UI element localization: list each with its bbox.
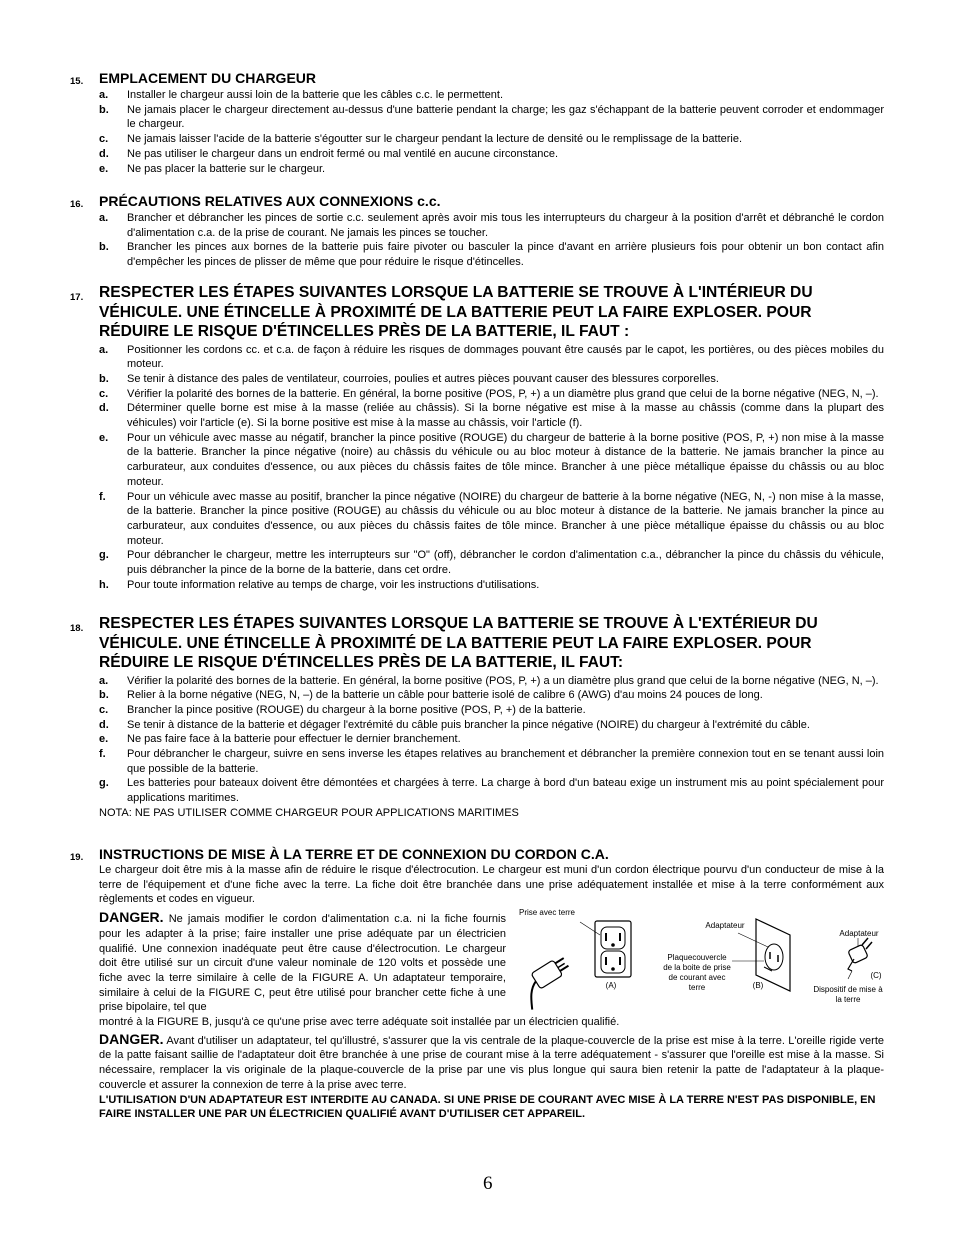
section-19-heading	[70, 846, 884, 863]
list-item	[70, 343, 884, 372]
list-item	[70, 88, 884, 103]
danger-2-text: Avant d'utiliser un adaptateur, tel qu'illustré, s'assurer que la vis centrale de la plaque-couvercle de la prise est mise à la terre. L'oreille rigide verte de la patte faisant saillie de l'adaptateur doit être branchée à une prise de courant mise à la terre adéquatement - s'assurer que l'oreille est mise à la masse. Si nécessaire, remplacer la vis originale de la plaque-couvercle de la prise par une vis plus longue qui saura bien retenir la patte de l'adaptateur à la plaque-couvercle et assurer la connexion de terre à la prise avec terre.	[99, 1034, 884, 1091]
item-text: Ne pas utiliser le chargeur dans un endroit fermé ou mal ventilé en aucune circonstance.	[127, 147, 559, 160]
item-list	[70, 211, 884, 270]
list-item	[70, 747, 884, 776]
item-text: Positionner les cordons cc. et c.a. de façon à réduire les risques de dommages pouvant être causés par le capot, les portières, ou des pièces mobiles du moteur.	[127, 343, 884, 371]
item-text: Pour un véhicule avec masse au positif, brancher la pince négative (NOIRE) du chargeur de batterie à la borne négative (NEG, N, -) non mise à la masse, de la batterie. Brancher la pince positive (ROUGE) au châssis du véhicule ou au bloc moteur à distance de la batterie. Ne jamais brancher la pince au carburateur, aux conduites d'essence, ou aux pièces du châssis faites de tôle mince. Brancher à une pièce métallique épaisse du châssis ou au bloc moteur.	[127, 490, 884, 547]
item-text: Pour débrancher le chargeur, mettre les interrupteurs sur "O" (off), débrancher le cordon d'alimentation c.a., débrancher la pince du châssis du véhicule, puis débrancher la pince de la borne de la batterie, dans cet ordre.	[127, 549, 884, 577]
section-16-heading	[70, 193, 884, 210]
item-text: Ne pas faire face à la batterie pour effectuer le dernier branchement.	[127, 733, 461, 746]
item-text: Pour débrancher le chargeur, suivre en sens inverse les étapes relatives au branchement et débrancher la première connexion tout en se tenant aussi loin que possible de la batterie.	[127, 748, 884, 775]
label-figure-c: (C)	[870, 971, 882, 980]
item-label: g.	[99, 777, 109, 790]
item-text: Ne jamais placer le chargeur directement au-dessus d'une batterie pendant la charge; les gaz s'échappant de la batterie peuvent corroder et endommager le chargeur.	[127, 103, 884, 131]
list-item	[70, 431, 884, 490]
item-label: g.	[99, 549, 109, 562]
danger-label: DANGER.	[99, 909, 164, 926]
item-text: Installer le chargeur aussi loin de la batterie que les câbles c.c. le permettent.	[127, 89, 504, 101]
label-adaptateur-c: Adaptateur	[839, 929, 879, 938]
item-list	[70, 674, 884, 806]
item-label: f.	[99, 748, 106, 761]
item-label: e.	[99, 733, 109, 746]
item-label: d.	[99, 147, 109, 160]
section-15	[70, 70, 884, 176]
list-item	[70, 548, 884, 577]
section-title: RESPECTER LES ÉTAPES SUIVANTES LORSQUE LA BATTERIE SE TROUVE À L'EXTÉRIEUR DU VÉHICULE. UNE ÉTINCELLE À PROXIMITÉ DE LA BATTERIE PEUT LA FAIRE EXPLOSER. POUR RÉDUIRE LE RISQUE D'ÉTINCELLES PRÈS DE LA BATTERIE, IL FAUT:	[99, 615, 818, 671]
item-list	[70, 88, 884, 176]
item-label: f.	[99, 490, 106, 503]
item-label: b.	[99, 689, 109, 702]
section-title: EMPLACEMENT DU CHARGEUR	[99, 70, 316, 86]
item-text: Relier à la borne négative (NEG, N, –) de la batterie un câble pour batterie isolé de calibre 6 (AWG) d'au moins 24 pouces de long.	[127, 689, 763, 702]
list-item	[70, 732, 884, 747]
label-dispositif-terre: Dispositif de mise à la terre	[813, 985, 883, 1004]
label-figure-b: (B)	[752, 981, 764, 990]
item-label: a.	[99, 674, 109, 687]
item-label: b.	[99, 241, 109, 254]
item-label: b.	[99, 103, 109, 116]
item-text: Brancher et débrancher les pinces de sortie c.c. seulement après avoir mis tous les interrupteurs du chargeur à la position d'arrêt et débranché le cordon d'alimentation c.a. de la prise de courant. Ne jamais les pinces se toucher.	[127, 212, 884, 239]
item-text: Pour toute information relative au temps de charge, voir les instructions d'utilisations.	[127, 578, 540, 591]
section-16	[70, 193, 884, 270]
grounded-plug	[518, 955, 578, 1010]
item-text: Brancher la pince positive (ROUGE) du chargeur à la borne positive (POS, P, +) de la batterie.	[127, 703, 586, 716]
section-title: INSTRUCTIONS DE MISE À LA TERRE ET DE CONNEXION DU CORDON C.A.	[99, 846, 609, 862]
list-item	[70, 674, 884, 689]
section-17-heading	[70, 283, 884, 342]
list-item	[70, 162, 884, 177]
item-label: h.	[99, 578, 109, 591]
label-figure-a: (A)	[605, 981, 617, 990]
item-text: Se tenir à distance des pales de ventilateur, courroies, poulies et autres pièces pouvant causer des blessures corporelles.	[127, 372, 719, 385]
grounding-intro: Le chargeur doit être mis à la masse afin de réduire le risque d'électrocution. Le chargeur est muni d'un cordon électrique pourvu d'un conducteur de mise à la terre de l'équipement et d'une fiche avec la terre. La fiche doit être branchée dans une prise adéquatement installée et mise à la terre conformément aux règlements et codes en vigueur.	[99, 864, 884, 906]
danger-1-wrapped-text	[99, 910, 506, 1015]
item-label: e.	[99, 431, 109, 444]
item-label: c.	[99, 133, 109, 146]
list-item	[70, 776, 884, 805]
item-label: a.	[99, 343, 109, 356]
label-prise-avec-terre: Prise avec terre	[518, 908, 576, 917]
list-item	[70, 703, 884, 718]
list-item	[70, 578, 884, 593]
item-text: Déterminer quelle borne est mise à la masse (reliée au châssis). Si la borne négative est mise à la masse au châssis (comme dans la plupart des véhicules) voir l'article (e). Si la borne positive est mise à la masse au châssis, voir l'article (f).	[127, 402, 884, 430]
list-item	[70, 490, 884, 549]
list-item	[70, 132, 884, 147]
item-label: a.	[99, 89, 109, 101]
item-label: d.	[99, 402, 109, 415]
item-label: c.	[99, 703, 109, 716]
section-number: 16.	[70, 199, 84, 210]
item-list	[70, 343, 884, 593]
section-17	[70, 283, 884, 592]
item-text: Les batteries pour bateaux doivent être démontées et chargées à terre. La charge à bord d'un bateau exige un instrument mis au point spécialement pour applications maritimes.	[127, 777, 884, 805]
section-number: 18.	[70, 623, 84, 634]
list-item	[70, 387, 884, 402]
item-text: Se tenir à distance de la batterie et dégager l'extrémité du câble puis brancher la pince négative (NOIRE) du chargeur à l'extrémité du câble.	[127, 718, 810, 731]
section-number: 17.	[70, 292, 84, 303]
list-item	[70, 688, 884, 703]
canada-warning: L'UTILISATION D'UN ADAPTATEUR EST INTERDITE AU CANADA. SI UNE PRISE DE COURANT AVEC MISE À LA TERRE N'EST PAS DISPONIBLE, EN FAIRE INSTALLER UNE PAR UN ÉLECTRICIEN QUALIFIÉ AVANT D'UTILISER CET APPAREIL.	[99, 1093, 876, 1121]
list-item	[70, 372, 884, 387]
item-text: Brancher les pinces aux bornes de la batterie puis faire pivoter ou basculer la pince d'avant en arrière plusieurs fois pour obtenir un bon contact afin d'empêcher les pinces de plisser de même que pour réduire le risque d'étincelles.	[127, 241, 884, 269]
item-label: a.	[99, 212, 109, 224]
item-label: d.	[99, 718, 109, 731]
item-text: Ne pas placer la batterie sur le chargeur.	[127, 162, 326, 175]
list-item	[70, 240, 884, 269]
section-title: PRÉCAUTIONS RELATIVES AUX CONNEXIONS c.c.	[99, 193, 441, 209]
section-15-heading	[70, 70, 884, 87]
section-number: 19.	[70, 852, 84, 863]
item-text: Vérifier la polarité des bornes de la batterie. En général, la borne positive (POS, P, +) a un diamètre plus grand que celui de la borne négative (NEG, N, –).	[127, 674, 879, 687]
danger-label: DANGER.	[99, 1030, 164, 1047]
item-text: Pour un véhicule avec masse au négatif, brancher la pince positive (ROUGE) du chargeur de batterie à la borne positive (POS, P, +) non mise à la masse de la batterie. Brancher la pince négative (noire) au châssis du véhicule ou au bloc moteur à distance de la batterie. Ne jamais brancher la pince au carburateur, aux conduites d'essence, ou aux pièces du châssis faites de tôle mince. Brancher à une pièce métallique épaisse du châssis ou au bloc moteur.	[127, 431, 884, 488]
label-plaque-couvercle: Plaquecouvercle de la boite de prise de courant avec terre	[663, 953, 731, 992]
list-item	[70, 401, 884, 430]
marine-note: NOTA: NE PAS UTILISER COMME CHARGEUR POUR APPLICATIONS MARITIMES	[99, 806, 519, 819]
label-adaptateur-b: Adaptateur	[705, 921, 745, 930]
item-text: Ne jamais laisser l'acide de la batterie s'égoutter sur le chargeur pendant la lecture de densité ou le remplissage de la batterie.	[127, 133, 743, 146]
item-label: b.	[99, 372, 109, 385]
danger-1-continuation: montré à la FIGURE B, jusqu'à ce qu'une prise avec terre adéquate soit installée par un électricien qualifié.	[99, 1016, 620, 1029]
item-label: c.	[99, 387, 109, 400]
item-text: Vérifier la polarité des bornes de la batterie. En général, la borne positive (POS, P, +) a un diamètre plus grand que celui de la borne négative (NEG, N, –).	[127, 387, 879, 400]
grounding-figure	[518, 905, 888, 1010]
list-item	[70, 211, 884, 240]
section-title: RESPECTER LES ÉTAPES SUIVANTES LORSQUE LA BATTERIE SE TROUVE À L'INTÉRIEUR DU VÉHICULE. UNE ÉTINCELLE À PROXIMITÉ DE LA BATTERIE PEUT LA FAIRE EXPLOSER. POUR RÉDUIRE LE RISQUE D'ÉTINCELLES PRÈS DE LA BATTERIE, IL FAUT :	[99, 284, 813, 340]
danger-1-text: Ne jamais modifier le cordon d'alimentation c.a. ni la fiche fournis pour les adapter à la prise; faire installer une prise adéquate par un électricien qualifié. Une connexion inadéquate peut être cause d'électrocution. Le chargeur doit être utilisé sur un circuit d'une valeur nominale de 120 volts et possède une fiche avec la terre similaire à celle de la FIGURE A. Un adaptateur temporaire, similaire à celui de la FIGURE C, peut être utilisé pour brancher cette fiche à une prise bipolaire, tel que	[99, 913, 506, 1014]
page-number: 6	[483, 1173, 493, 1194]
section-18-heading	[70, 614, 884, 673]
section-number: 15.	[70, 76, 84, 87]
danger-paragraph-2	[70, 1032, 884, 1093]
list-item	[70, 103, 884, 132]
list-item	[70, 147, 884, 162]
list-item	[70, 718, 884, 733]
section-18	[70, 614, 884, 821]
item-label: e.	[99, 162, 109, 175]
